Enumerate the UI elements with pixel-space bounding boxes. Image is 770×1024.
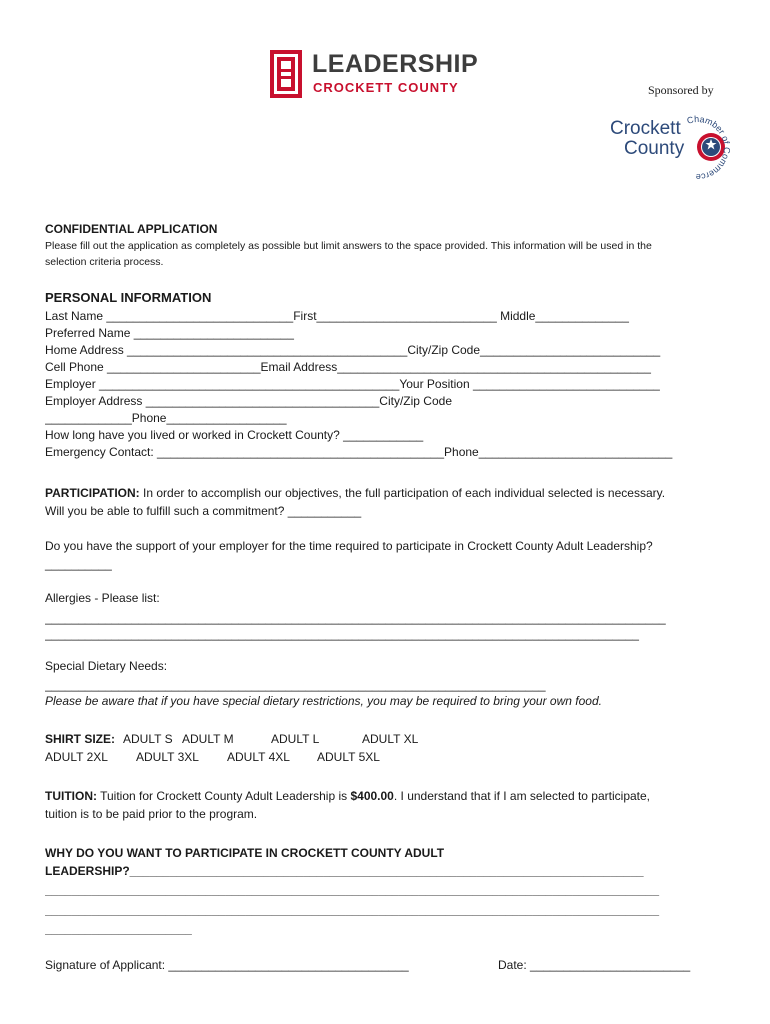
field-employer[interactable]: Employer _____________________________________________Your Position ____________________________	[45, 377, 660, 391]
chamber-arc-text	[676, 110, 746, 180]
confidential-title: CONFIDENTIAL APPLICATION	[45, 222, 218, 236]
shirt-size-label: SHIRT SIZE:	[45, 732, 116, 746]
field-emergency-contact[interactable]: Emergency Contact: ___________________________________________Phone_____________________________	[45, 445, 673, 459]
logo-subtitle: CROCKETT COUNTY	[313, 80, 459, 95]
allergies-line-1[interactable]: _____________________________________________________________________________________________	[45, 611, 666, 625]
shirt-adult-2xl[interactable]: ADULT 2XL	[45, 750, 108, 764]
sponsored-by: Sponsored by	[648, 83, 714, 97]
svg-text:Chamber of Commerce: Chamber of Commerce	[685, 113, 732, 180]
why-answer-line-1[interactable]: LEADERSHIP?_____________________________________________________________________________	[45, 864, 644, 878]
le-mark-icon	[270, 50, 302, 98]
sponsor-name-1: Crockett	[610, 118, 681, 139]
field-name[interactable]: Last Name ____________________________First___________________________ Middle______________	[45, 309, 629, 323]
date-field[interactable]: Date: ________________________	[498, 958, 691, 972]
why-question: WHY DO YOU WANT TO PARTICIPATE IN CROCKETT COUNTY ADULT	[45, 846, 445, 860]
shirt-adult-s[interactable]: ADULT S	[123, 732, 173, 746]
dietary-note: Please be aware that if you have special dietary restrictions, you may be required to bring your own food.	[45, 694, 602, 708]
personal-fields	[45, 308, 735, 461]
shirt-adult-l[interactable]: ADULT L	[271, 732, 320, 746]
signature-field[interactable]: Signature of Applicant: ____________________________________	[45, 958, 409, 972]
shirt-adult-m[interactable]: ADULT M	[182, 732, 234, 746]
employer-support-question: Do you have the support of your employer for the time required to participate in Crockett County Adult Leadership?	[45, 539, 653, 553]
tuition-text-a: Tuition for Crockett County Adult Leadership is	[97, 789, 351, 803]
field-cell-phone-email[interactable]: Cell Phone _______________________Email Address_______________________________________________	[45, 360, 651, 374]
leadership-logo	[270, 50, 490, 100]
tuition-text-b: . I understand that if I am selected to participate,	[393, 789, 651, 803]
field-home-address[interactable]: Home Address __________________________________________City/Zip Code___________________________	[45, 343, 661, 357]
sponsor-logo	[608, 108, 748, 178]
field-preferred-name[interactable]: Preferred Name ________________________	[45, 326, 294, 340]
tuition-amount: $400.00	[350, 789, 394, 803]
field-employer-phone[interactable]: _____________Phone__________________	[45, 411, 287, 425]
participation-line-1	[45, 485, 665, 502]
shirt-adult-xl[interactable]: ADULT XL	[362, 732, 419, 746]
intro-line-1: Please fill out the application as completely as possible but limit answers to the space provided. This information will be used in the	[45, 240, 652, 252]
tuition-line-1	[45, 788, 650, 805]
shirt-adult-5xl[interactable]: ADULT 5XL	[317, 750, 380, 764]
logo-title: LEADERSHIP	[312, 50, 479, 78]
personal-heading: PERSONAL INFORMATION	[45, 290, 212, 305]
field-years-in-county[interactable]: How long have you lived or worked in Crockett County? ____________	[45, 428, 424, 442]
tuition-line-2: tuition is to be paid prior to the program.	[45, 807, 258, 821]
participation-commitment[interactable]: Will you be able to fulfill such a commitment? ___________	[45, 504, 362, 518]
why-answer-line-4[interactable]: ______________________	[45, 922, 192, 936]
intro-line-2: selection criteria process.	[45, 256, 164, 268]
allergies-line-2[interactable]: _________________________________________________________________________________________	[45, 627, 639, 641]
shirt-adult-4xl[interactable]: ADULT 4XL	[227, 750, 290, 764]
why-answer-line-3[interactable]: ____________________________________________________________________________________________	[45, 903, 659, 917]
dietary-label: Special Dietary Needs:	[45, 659, 168, 673]
dietary-line[interactable]: ___________________________________________________________________________	[45, 678, 546, 692]
employer-support-answer[interactable]: __________	[45, 557, 112, 571]
field-employer-address[interactable]: Employer Address ___________________________________City/Zip Code	[45, 394, 452, 408]
sponsor-name-2: County	[624, 138, 685, 159]
shirt-adult-3xl[interactable]: ADULT 3XL	[136, 750, 199, 764]
tuition-label: TUITION:	[45, 789, 97, 803]
why-answer-line-2[interactable]: ____________________________________________________________________________________________	[45, 883, 659, 897]
allergies-label: Allergies - Please list:	[45, 591, 160, 605]
participation-label: PARTICIPATION:	[45, 486, 140, 500]
participation-text: In order to accomplish our objectives, the full participation of each individual selected is necessary.	[139, 486, 666, 500]
